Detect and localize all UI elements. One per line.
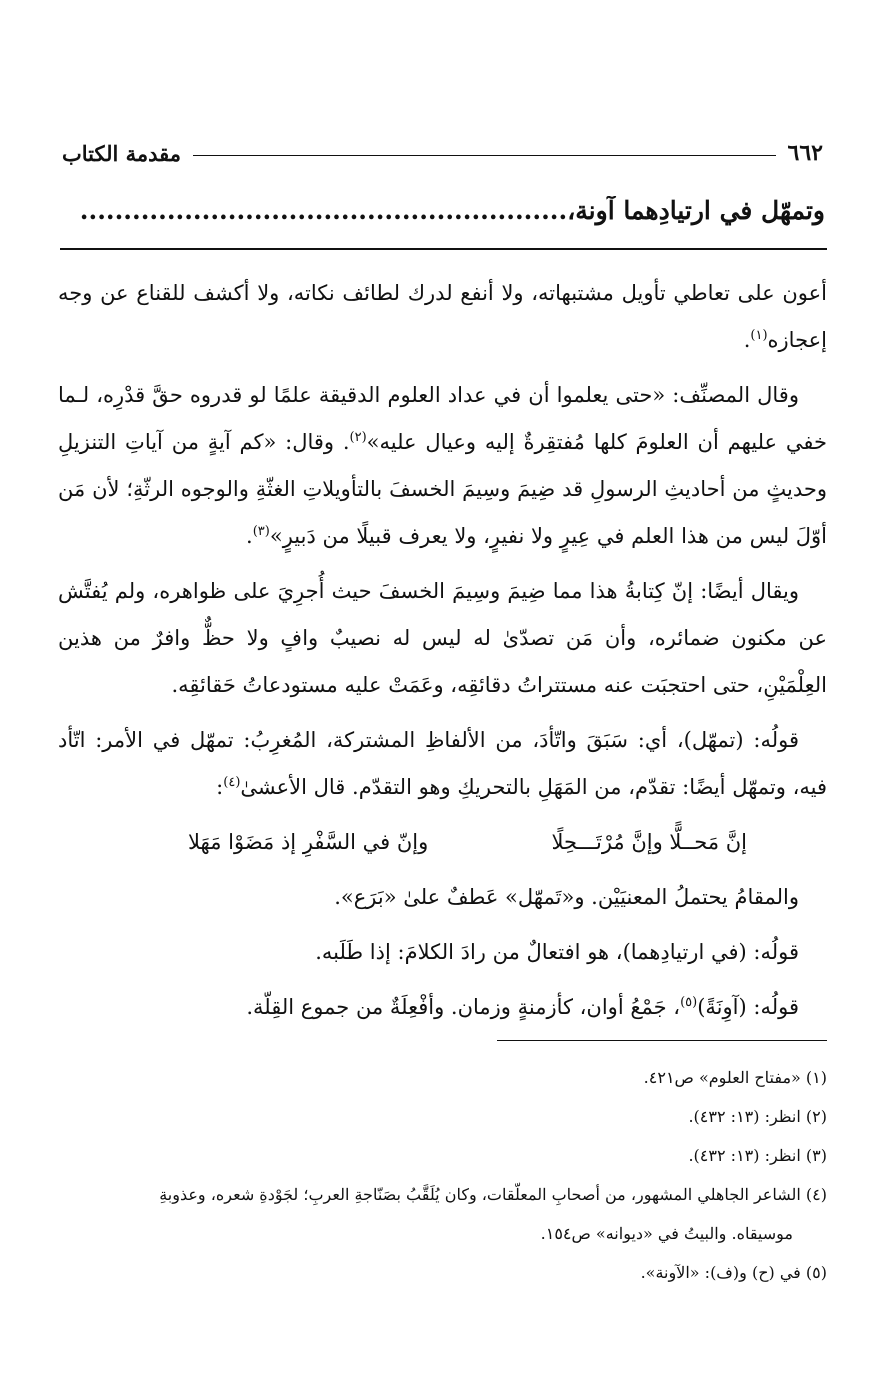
punctuation: : — [216, 775, 224, 799]
running-header — [62, 136, 823, 170]
commentary-body — [58, 270, 827, 1039]
footnote-ref: (٤) — [223, 775, 241, 790]
paragraph-1 — [58, 270, 827, 364]
header-rule — [193, 155, 775, 156]
footnote-ref: (١) — [750, 328, 768, 343]
page-number: ٦٦٢ — [787, 140, 823, 166]
footnote-ref: (٥) — [680, 995, 698, 1010]
footnote-2: (٢) انظر: (١٣: ٤٣٢). — [688, 1107, 827, 1126]
matn-line — [62, 196, 825, 236]
punctuation: . — [743, 328, 751, 352]
footnote-1: (١) «مفتاح العلوم» ص٤٢١. — [643, 1068, 827, 1087]
footnote-separator — [497, 1040, 827, 1041]
chapter-title: مقدمة الكتاب — [62, 140, 182, 166]
paragraph-text: وقال المصنِّف: «حتى يعلموا أن في عداد العلوم الدقيقة علمًا لو قدروه حقَّ قدْرِه، لـما خفي عليهم أن العلومَ كلها مُفتقِرةٌ إليه وعيال عليه» — [58, 383, 827, 454]
paragraph-text: . وقال: «كم آيةٍ من آياتِ التنزيلِ وحديثٍ من أحاديثِ الرسولِ قد ضِيمَ وسِيمَ الخسفَ بالتأويلاتِ الغثّةِ والوجوه الرثّةِ؛ لأن مَن أوّلَ ليس من هذا العلم في عِيرٍ ولا نفيرٍ، ولا يعرف قبيلًا من دَبيرٍ» — [58, 430, 827, 548]
punctuation: . — [246, 524, 253, 548]
poetry-verse — [58, 819, 827, 866]
verse-first-hemistich: إنَّ مَحــلًّا وإنَّ مُرْتَـــحِلًا — [551, 830, 747, 854]
footnote-ref: (٢) — [349, 430, 367, 445]
paragraph-5: والمقامُ يحتملُ المعنيَيْن. و«تَمهّل» عَطفٌ علىٰ «بَرَع». — [334, 885, 799, 909]
paragraph-text: أعون على تعاطي تأويل مشتبهاته، ولا أنفع لدرك لطائف نكاته، ولا أكشف للقناع عن وجه إعجازه — [58, 281, 827, 352]
matn-text: وتمهّل في ارتيادِهما آونة، — [567, 196, 825, 225]
matn-divider — [60, 248, 827, 250]
footnote-5: (٥) في (ح) و(ف): «الآونة». — [640, 1263, 827, 1282]
paragraph-4 — [58, 717, 827, 811]
footnote-ref: (٣) — [252, 524, 270, 539]
paragraph-3: ويقال أيضًا: إنّ كِتابةُ هذا مما ضِيمَ وسِيمَ الخسفَ حيث أُجرِيَ على ظواهره، ولم يُفتَّش عن مكنون ضمائره، وأن مَن تصدّىٰ له ليس له نصيبٌ وافٍ ولا حظٌّ وافرٌ من هذين العِلْمَيْنِ، حتى احتجبَت عنه مستتراتُ دقائقِه، وعَمَتْ عليه مستودعاتُ حَقائقِه. — [58, 579, 827, 697]
paragraph-6: قولُه: (في ارتيادِهما)، هو افتعالٌ من رادَ الكلامَ: إذا طَلَبه. — [315, 940, 799, 964]
paragraph-text: قولُه: (آوِنَةً) — [697, 995, 799, 1019]
footnote-3: (٣) انظر: (١٣: ٤٣٢). — [688, 1146, 827, 1165]
matn-dots: ........................................................ — [79, 196, 568, 225]
footnote-4: (٤) الشاعر الجاهلي المشهور، من أصحابِ المعلّقات، وكان يُلَقَّبُ بصَنّاجةِ العربِ؛ لجَوْدةِ شعره، وعذوبةِ — [159, 1185, 827, 1204]
footnotes — [58, 1058, 827, 1292]
verse-second-hemistich: وإنّ في السَّفْرِ إذ مَضَوْا مَهَلا — [188, 830, 429, 854]
paragraph-text: قولُه: (تمهّل)، أي: سَبَقَ واتّأدَ، من الألفاظِ المشتركة، المُغرِبُ: تمهّل في الأمر: اتّأد فيه، وتمهّل أيضًا: تقدّم، من المَهَلِ بالتحريكِ وهو التقدّم. قال الأعشىٰ — [58, 728, 827, 799]
footnote-4-continuation: موسيقاه. والبيتُ في «ديوانه» ص١٥٤. — [540, 1224, 793, 1243]
paragraph-text: ، جَمْعُ أوان، كأزمنةٍ وزمان. وأفْعِلَةٌ من جموع القِلّة. — [246, 995, 681, 1019]
paragraph-2 — [58, 372, 827, 560]
paragraph-7 — [58, 984, 827, 1031]
